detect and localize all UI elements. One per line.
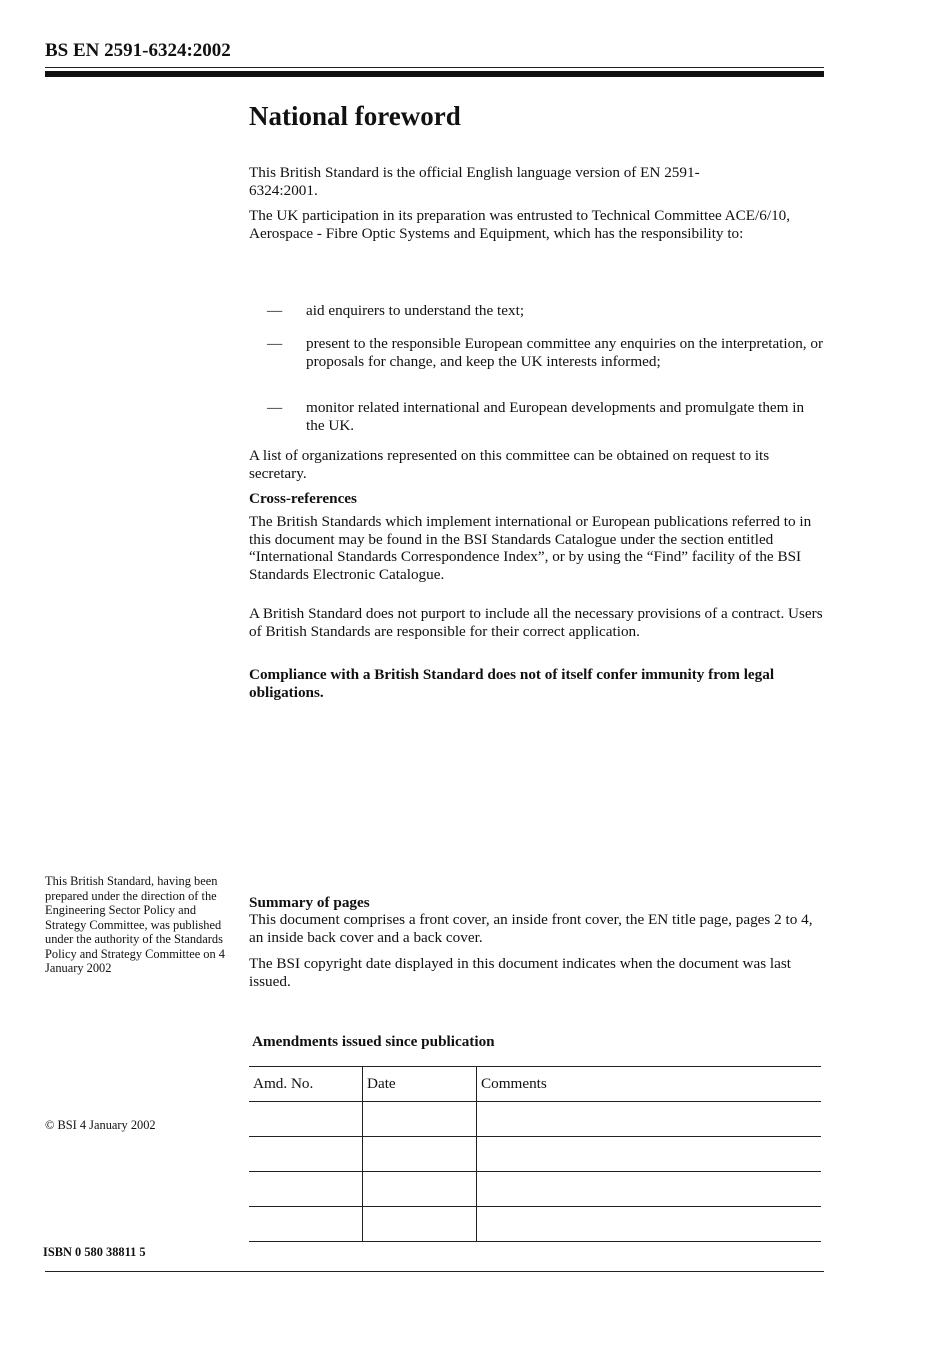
header-rule-thin [45,67,824,68]
column-header-date: Date [363,1067,477,1102]
table-row [249,1102,821,1137]
table-cell [477,1172,822,1207]
list-item: — present to the responsible European committee any enquiries on the interpretation, or proposals for change, and keep the UK interests informed; [267,335,824,370]
table-cell [477,1137,822,1172]
table-cell [249,1102,363,1137]
contract-note: A British Standard does not purport to include all the necessary provisions of a contract. Users of British Standards are responsible for their correct application. [249,605,823,640]
isbn: ISBN 0 580 38811 5 [43,1245,146,1259]
publication-note: This British Standard, having been prepared under the direction of the Engineering Sector Policy and Strategy Committee, was published under the authority of the Standards Policy and Strategy Committee on 4 January 2002 [45,874,225,975]
list-item: — aid enquirers to understand the text; [267,302,525,319]
table-cell [363,1207,477,1242]
intro-paragraph-1: This British Standard is the official English language version of EN 2591-6324:2001. [249,164,700,199]
table-cell [363,1137,477,1172]
table-row [249,1172,821,1207]
footer-rule [45,1271,824,1272]
table-cell [477,1207,822,1242]
document-id: BS EN 2591-6324:2002 [45,40,231,61]
amendments-heading: Amendments issued since publication [252,1033,495,1050]
table-header-row [249,1067,821,1102]
table-cell [249,1137,363,1172]
list-item: — monitor related international and European developments and promulgate them in the UK. [267,399,805,434]
table-cell [363,1172,477,1207]
column-header-comments: Comments [477,1067,822,1102]
summary-heading: Summary of pages [249,894,370,911]
table-row [249,1137,821,1172]
amendments-table [249,1066,821,1242]
compliance-statement: Compliance with a British Standard does not of itself confer immunity from legal obligations. [249,666,775,701]
summary-text: This document comprises a front cover, an inside front cover, the EN title page, pages 2 to 4, an inside back cover and a back cover. [249,911,813,946]
cross-references-paragraph: The British Standards which implement international or European publications referred to in this document may be found in the BSI Standards Catalogue under the section entitled “International Standards Correspondence Index”, or by using the “Find” facility of the BSI Standards Electronic Catalogue. [249,513,812,583]
copyright-notice: © BSI 4 January 2002 [45,1118,156,1132]
table-cell [477,1102,822,1137]
list-dash: — [267,399,283,416]
table-cell [363,1102,477,1137]
page-title: National foreword [249,101,461,131]
table-cell [249,1207,363,1242]
committee-list-note: A list of organizations represented on this committee can be obtained on request to its secretary. [249,447,770,482]
list-dash: — [267,302,283,319]
header-rule-thick [45,71,824,77]
column-header-amd-no: Amd. No. [249,1067,363,1102]
cross-references-heading: Cross-references [249,490,357,507]
copyright-date-note: The BSI copyright date displayed in this document indicates when the document was last issued. [249,955,791,990]
table-cell [249,1172,363,1207]
table-row [249,1207,821,1242]
list-dash: — [267,335,283,352]
intro-paragraph-2: The UK participation in its preparation was entrusted to Technical Committee ACE/6/10, Aerospace - Fibre Optic Systems and Equipment, which has the responsibility to: [249,207,791,242]
